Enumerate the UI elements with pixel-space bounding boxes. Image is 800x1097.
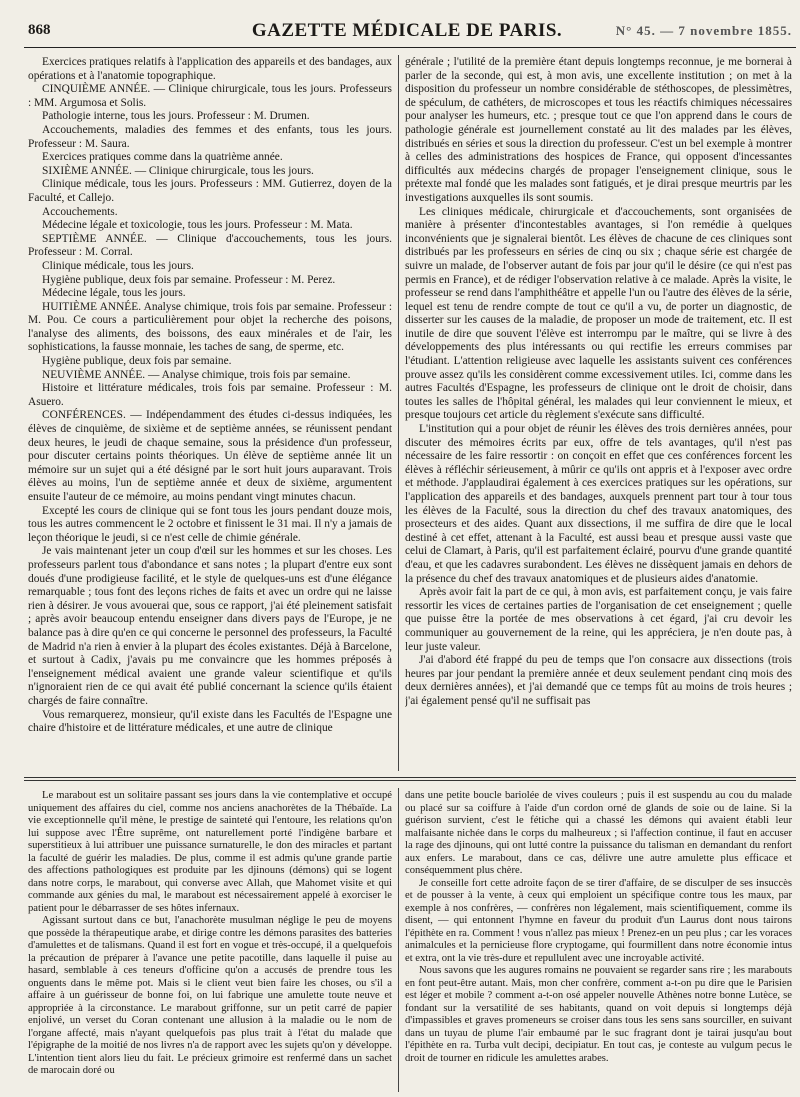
paragraph: NEUVIÈME ANNÉE. — Analyse chimique, trois fois par semaine. — [42, 368, 351, 381]
paragraph: Clinique médicale, tous les jours. Professeurs : MM. Gutierrez, doyen de la Faculté, et Callejo. — [28, 178, 392, 204]
paragraph: dans une petite boucle bariolée de vives couleurs ; puis il est suspendu au cou du malade ou placé sur sa coiffure à l'aide d'un cordon orné de glands de soie ou de laine. Si la guérison survient, c'est le fétiche qui a chassé les démons qui avaient établi leur malfaisante nichée dans le corps du malheureux ; si l'affection continue, il faut en accuser la rage des djinouns, qui ont lutté contre la puissance du talisman en demandant du renfort aux enfers. Le marabout, dans ce cas, délivre une autre amulette plus efficace et conséquemment plus chère. — [405, 790, 792, 876]
paragraph: Médecine légale, tous les jours. — [42, 287, 186, 300]
feuilleton-rule — [24, 777, 796, 778]
paragraph: SIXIÈME ANNÉE. — Clinique chirurgicale, tous les jours. — [42, 164, 314, 177]
paragraph: Nous savons que les augures romains ne pouvaient se regarder sans rire ; les marabouts en font peut-être autant. Mais, mon cher confrère, comment a-t-on pu dire que le Parisien est léger et mobile ? comment a-t-on osé appeler nouvelle Athènes notre bonne Lutèce, se fondant sur la versatilité de ses habitants, quand on voit depuis si longtemps déjà d'impassibles et graves promeneurs se croiser dans tous les sens sans sourciller, en suivant dans un tuyau de plume l'air embaumé par le suc fragrant dont je tairai jusqu'au bout l'épithète en ra. Turba vult decipi, decipiatur. En tout cas, je conteste au vulgum pecus le droit de tourner en ridicule les amulettes arabes. — [405, 965, 792, 1064]
paragraph: Accouchements, maladies des femmes et des enfants, tous les jours. Professeur : M. Saura. — [28, 123, 392, 150]
paragraph: Excepté les cours de clinique qui se font tous les jours pendant douze mois, tous les autres commencent le 2 octobre et finissent le 31 mai. Il n'y a jamais de leçon théorique le jeudi, si ce n'est celle de chimie générale. — [28, 504, 392, 544]
column-divider — [398, 55, 399, 771]
paragraph: SEPTIÈME ANNÉE. — Clinique d'accouchements, tous les jours. Professeur : M. Corral. — [28, 232, 392, 259]
paragraph: Pathologie interne, tous les jours. Professeur : M. Drumen. — [42, 110, 310, 123]
header-rule — [24, 47, 796, 48]
paragraph: Exercices pratiques relatifs à l'application des appareils et des bandages, aux opérations et à l'anatomie topographique. — [28, 56, 392, 82]
paragraph: Hygiène publique, deux fois par semaine. Professeur : M. Perez. — [42, 273, 336, 286]
paragraph: J'ai d'abord été frappé du peu de temps que l'on consacre aux dissections (trois heures par jour pendant la première année et deux seulement pendant cinq mois des deux dernières années), et j'ai demandé que ce temps fût au moins de trois heures ; j'ai également pensé qu'il ne suffisait pas — [405, 654, 792, 707]
paragraph: générale ; l'utilité de la première étant depuis longtemps reconnue, je me bornerai à parler de la seconde, qui est, à mon avis, une excellente institution ; on met à la disposition du professeur un nombre considérable de stéthoscopes, de plessimètres, de spéculum, de cathéters, de microscopes et tous les réactifs chimiques nécessaires pour analyser les humeurs, etc. ; presque tout ce que l'on apprend dans le cours de pathologie générale est journellement constaté au lit des malades par les élèves, distribués en séries et sous la direction du professeur. C'est un bel exemple à montrer à celles des administrations des hospices de France, qui opposent d'incessantes difficultés aux médecins chargés de propager l'enseignement clinique, sous le prétexte mal fondé que les malades sont fatigués, et je dirai presque meurtris par les investigations auxquelles ils sont soumis. — [405, 56, 792, 204]
page-number: 868 — [28, 22, 51, 38]
paragraph: Je vais maintenant jeter un coup d'œil sur les hommes et sur les choses. Les professeurs parlent tous d'abondance et sans notes ; la plupart d'entre eux sont doués d'une prodigieuse facilité, et le style de quelques-uns est d'une élégance remarquable ; tous font des leçons riches de faits et avec un ordre qui ne laisse rien à désirer. Je vous avouerai que, sous ce rapport, j'ai été pleinement satisfait ; après avoir beaucoup entendu enseigner dans divers pays de l'Europe, je ne balance pas à dire qu'en ce qui concerne le personnel des professeurs, la Faculté de Madrid n'a rien à envier à la plupart des écoles existantes. Déjà à Barcelone, et surtout à Cadix, j'avais pu me convaincre que les hommes préposés à l'enseignement médical avaient une grande valeur scientifique et qu'ils n'ignoraient rien de ce qui avait été publié concernant la science qu'ils étaient chargés de faire connaître. — [28, 545, 392, 707]
column-2 — [405, 56, 792, 771]
feuilleton-rule — [24, 780, 796, 781]
paragraph: Exercices pratiques comme dans la quatrième année. — [42, 151, 283, 164]
paragraph: L'institution qui a pour objet de réunir les élèves des trois dernières années, pour discuter des mémoires écrits par eux, offre de tels avantages, qu'il n'est pas nécessaire de les faire ressortir : on conçoit en effet que ces conférences forcent les élèves à réfléchir sérieusement, à mûrir ce qu'ils ont appris et à l'exposer avec ordre et méthode. J'applaudirai également à ces exercices pratiques sur les opérations, sur l'application des appareils et des bandages, auxquels prennent part tour à tour tous les élèves de la Faculté, sous la direction du chef des travaux anatomiques, des prosecteurs et des aides. Quant aux dissections, il me suffira de dire que le local destiné à cet effet, attenant à la Faculté, est aussi beau et presque aussi vaste que celui de Clamart, à Paris, qu'il est parfaitement éclairé, pourvu d'une grande quantité d'eau, et que les cadavres surabondent. Les élèves ne dissèquent jamais en dehors de la présence du chef des travaux anatomiques et de plusieurs aides d'anatomie. — [405, 423, 792, 585]
page-header — [22, 20, 792, 46]
paragraph: Médecine légale et toxicologie, tous les jours. Professeur : M. Mata. — [42, 219, 353, 232]
paragraph: Clinique médicale, tous les jours. — [42, 259, 194, 272]
paragraph: Vous remarquerez, monsieur, qu'il existe dans les Facultés de l'Espagne une chaire d'histoire et de littérature médicales, et une autre de clinique — [28, 708, 392, 735]
column-1 — [28, 56, 392, 771]
feuilleton-column-2 — [405, 790, 792, 1090]
paragraph: Le marabout est un solitaire passant ses jours dans la vie contemplative et occupé uniquement des affaires du ciel, comme nos anciens anachorètes de la Thébaïde. La vie exceptionnelle qu'il mène, le prestige de sainteté qui l'entoure, les relations qu'on lui suppose avec l'Être suprême, ont naturellement porté l'indigène barbare et superstitieux à lui attribuer une puissance surnaturelle, le don des miracles et partant la faculté de guérir les maladies. De plus, comme il est admis qu'une grande partie des affections pathologiques est produite par les djinouns (démons) qui se logent dans notre corps, le marabout, qui converse avec Allah, que Mahomet visite et qui commande aux génies du mal, le marabout est nécessairement appelé à exorciser le patient pour le débarrasser de ses hôtes infernaux. — [28, 790, 392, 914]
paragraph: CINQUIÈME ANNÉE. — Clinique chirurgicale, tous les jours. Professeurs : MM. Argumosa et Solis. — [28, 83, 392, 109]
paragraph: Accouchements. — [42, 205, 118, 218]
paragraph: Agissant surtout dans ce but, l'anachorète musulman néglige le peu de moyens que possède la thérapeutique arabe, et dirige contre les démons parasites des batteries d'amulettes et de talismans. Quand il est fort en vogue et très-occupé, il a quelquefois la précaution de préparer à l'avance une petite pacotille, dans laquelle il puise au hasard, semblable à ces teneurs d'officine qu'on a accusés de prendre tous les onguents dans le même pot. Mais si le client veut bien faire les choses, ou s'il a affaire à un guérisseur de bonne foi, on lui fabrique une amulette toute neuve et appropriée à la circonstance. Le marabout griffonne, sur un petit carré de papier enjolivé, un verset du Coran contenant une allusion à la maladie ou le nom de l'organe affecté, mais n'ayant quelquefois pas plus trait à l'état du malade que l'épigraphe de la moitié de nos livres n'a de rapport avec les sujets qu'on y développe. L'intention tient alors lieu du fait. Le précieux grimoire est renfermé dans un sachet de marocain doré ou — [28, 915, 392, 1076]
feuilleton-column-1 — [28, 790, 392, 1090]
issue-date: N° 45. — 7 novembre 1855. — [615, 23, 792, 38]
paragraph: CONFÉRENCES. — Indépendamment des études ci-dessus indiquées, les élèves de cinquième, de sixième et de septième années, se réunissent pendant deux heures, le jeudi de chaque semaine, sous la présidence d'un professeur, pour discuter certains points théoriques. Un élève de septième année lit un mémoire sur un sujet qui a été désigné par le sort huit jours auparavant. Trois élèves au moins, l'un de septième année et deux de sixième, argumentent ensuite l'auteur de ce mémoire, au moins pendant vingt minutes chacun. — [28, 409, 392, 503]
paragraph: Hygiène publique, deux fois par semaine. — [42, 355, 232, 368]
page-title: GAZETTE MÉDICALE DE PARIS. — [251, 20, 563, 41]
paragraph: Après avoir fait la part de ce qui, à mon avis, est parfaitement conçu, je vais faire ressortir les vices de certaines parties de l'organisation de cet enseignement ; quelle que puisse être la portée de mes observations à cet égard, j'ai cru devoir les communiquer au gouvernement de la reine, qui les appréciera, je n'en doute pas, à leur juste valeur. — [405, 586, 792, 653]
column-divider — [398, 788, 399, 1092]
paragraph: HUITIÈME ANNÉE. Analyse chimique, trois fois par semaine. Professeur : M. Pou. Ce cours a particulièrement pour objet la recherche des poisons, l'analyse des aliments, des boissons, des eaux minérales et de l'air, les sophistications, la fausse monnaie, les taches de sang, de sperme, etc. — [28, 300, 392, 354]
paragraph: Histoire et littérature médicales, trois fois par semaine. Professeur : M. Asuero. — [28, 382, 392, 408]
paragraph: Les cliniques médicale, chirurgicale et d'accouchements, sont organisées de manière à présenter d'incontestables avantages, si l'on remédie à quelques inconvénients que je signalerai bientôt. Les élèves de chacune de ces cliniques sont distribués par les professeurs en séries de cinq ou six ; chaque série est chargée de suivre un malade, de l'observer autant de fois par jour qu'il le désire (ce qui n'est pas permis en France), et de rédiger l'observation relative à ce malade. Après la visite, le professeur se rend dans l'amphithéâtre et appelle l'un ou l'autre des élèves de la série, lequel est tenu de rendre compte de tout ce qu'il a vu, de porter un diagnostic, de disserter sur les causes de la maladie, de proposer un mode de traitement, etc. Il est inutile de dire que souvent l'élève est interrompu par le maître, qui se livre à des développements des plus intéressants ou qui rectifie les erreurs commises par l'étudiant. L'attention religieuse avec laquelle les assistants suivent ces conférences prouve assez qu'ils les considèrent comme excessivement utiles. Ici, comme dans les autres Facultés d'Espagne, les professeurs de clinique ont le droit de choisir, dans toutes les salles de l'hôpital général, les malades qui leur conviennent le mieux, et presque toujours cet article du règlement s'exécute sans difficulté. — [405, 205, 792, 422]
paragraph: Je conseille fort cette adroite façon de se tirer d'affaire, de se disculper de ses insuccès et de pousser à la vente, à ceux qui emploient un spécifique contre tous les maux, par exemple à nos confrères, — confrères non légalement, mais scientifiquement, comme ils disent, — qui entonnent l'hymne en faveur du produit d'un Laurus dont nous tairons l'épithète en ra. Comment ! vous n'allez pas mieux ! Prenez-en un peu plus ; car les voraces animalcules et la pernicieuse flore cryptogame, qui fourmillent dans notre économie intus et extra, ont la vie très-dure et repullulent avec une incroyable activité. — [405, 877, 792, 964]
